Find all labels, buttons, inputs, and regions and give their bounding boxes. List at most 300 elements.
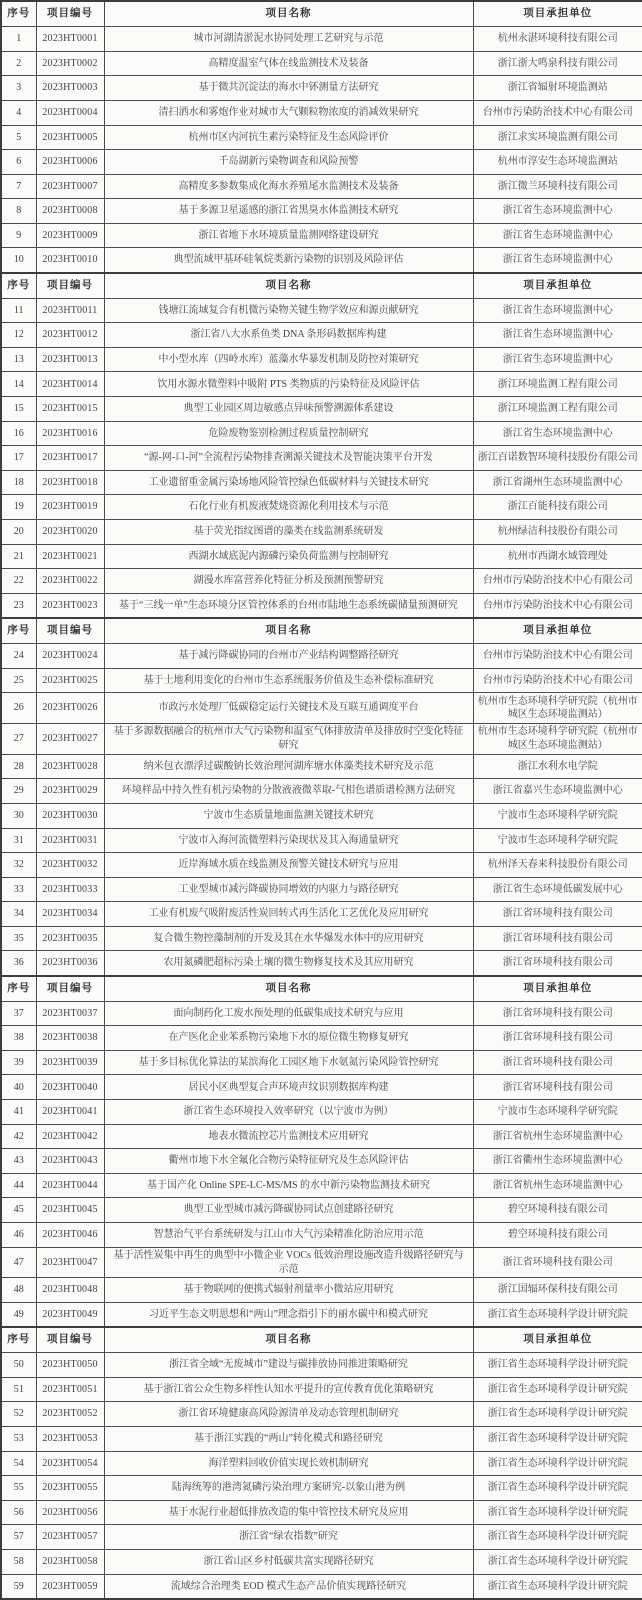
cell-code: 2023HT0013 xyxy=(36,347,104,372)
cell-code: 2023HT0027 xyxy=(36,723,104,754)
cell-no: 14 xyxy=(1,372,36,397)
table-row xyxy=(1,1574,642,1599)
cell-no: 42 xyxy=(1,1124,36,1149)
cell-name: 市政污水处理厂低碳稳定运行关键技术及互联互通调度平台 xyxy=(104,693,473,724)
cell-no: 17 xyxy=(1,446,36,471)
cell-org: 台州市污染防治技术中心有限公司 xyxy=(473,668,642,693)
cell-name: 浙江省地下水环境质量监测网络建设研究 xyxy=(104,223,473,248)
cell-no: 37 xyxy=(1,1001,36,1026)
cell-org: 浙江省生态环境监测中心 xyxy=(473,199,642,224)
cell-code: 2023HT0040 xyxy=(36,1075,104,1100)
cell-no: 57 xyxy=(1,1525,36,1550)
cell-code: 2023HT0002 xyxy=(36,51,104,76)
cell-name: 典型工业园区周边敏感点异味预警溯源体系建设 xyxy=(104,397,473,422)
table-row xyxy=(1,951,642,976)
cell-name: 浙江省全域“无废城市”建设与碳排放协同推进策略研究 xyxy=(104,1353,473,1378)
table-row xyxy=(1,397,642,422)
table-row xyxy=(1,1402,642,1427)
cell-name: 钱塘江流域复合有机微污染物关键生物学效应和源贡献研究 xyxy=(104,298,473,323)
cell-org: 浙江省环境科技有限公司 xyxy=(473,1075,642,1100)
cell-org: 台州市污染防治技术中心有限公司 xyxy=(473,644,642,669)
cell-org: 浙江省生态环境科学设计研究院 xyxy=(473,1302,642,1327)
table-row xyxy=(1,495,642,520)
cell-org: 浙江微兰环境科技有限公司 xyxy=(473,174,642,199)
cell-no: 56 xyxy=(1,1500,36,1525)
cell-no: 49 xyxy=(1,1302,36,1327)
table-row xyxy=(1,593,642,618)
cell-name: 居民小区典型复合声环境声纹识别数据库构建 xyxy=(104,1075,473,1100)
cell-name: 基于多源数据融合的杭州市大气污染物和温室气体排放清单及排放时空变化特征研究 xyxy=(104,723,473,754)
cell-code: 2023HT0049 xyxy=(36,1302,104,1327)
cell-org: 浙江省杭州生态环境监测中心 xyxy=(473,1173,642,1198)
cell-no: 15 xyxy=(1,397,36,422)
cell-org: 碧空环境科技有限公司 xyxy=(473,1223,642,1248)
cell-org: 浙江省环境科技有限公司 xyxy=(473,1050,642,1075)
cell-name: “源-网-口-河”全流程污染物排查溯源关键技术及智能决策平台开发 xyxy=(104,446,473,471)
cell-no: 36 xyxy=(1,951,36,976)
cell-no: 9 xyxy=(1,223,36,248)
cell-no: 3 xyxy=(1,76,36,101)
cell-org: 台州市污染防治技术中心有限公司 xyxy=(473,593,642,618)
cell-no: 58 xyxy=(1,1549,36,1574)
cell-name: 中小型水库（四岭水库）蓝藻水华暴发机制及防控对策研究 xyxy=(104,347,473,372)
cell-no: 44 xyxy=(1,1173,36,1198)
column-header-code: 项目编号 xyxy=(36,976,104,1002)
table-row xyxy=(1,323,642,348)
cell-name: 基于减污降碳协同的台州市产业结构调整路径研究 xyxy=(104,644,473,669)
cell-no: 50 xyxy=(1,1353,36,1378)
table-row xyxy=(1,668,642,693)
cell-code: 2023HT0047 xyxy=(36,1247,104,1278)
table-header-row xyxy=(1,273,642,299)
table-row xyxy=(1,723,642,754)
cell-code: 2023HT0022 xyxy=(36,569,104,594)
table-row xyxy=(1,1426,642,1451)
table-row xyxy=(1,1001,642,1026)
table-row xyxy=(1,1026,642,1051)
cell-org: 杭州市生态环境科学研究院（杭州市城区生态环境监测站） xyxy=(473,723,642,754)
cell-code: 2023HT0006 xyxy=(36,150,104,175)
cell-org: 杭州市生态环境科学研究院（杭州市城区生态环境监测站） xyxy=(473,693,642,724)
cell-no: 6 xyxy=(1,150,36,175)
cell-code: 2023HT0025 xyxy=(36,668,104,693)
cell-code: 2023HT0009 xyxy=(36,223,104,248)
cell-org: 浙江省环境科技有限公司 xyxy=(473,1001,642,1026)
cell-no: 21 xyxy=(1,544,36,569)
cell-org: 浙江省生态环境科学设计研究院 xyxy=(473,1451,642,1476)
cell-org: 宁波市生态环境科学研究院 xyxy=(473,803,642,828)
table-header-row xyxy=(1,618,642,644)
cell-no: 1 xyxy=(1,27,36,52)
table-row xyxy=(1,1500,642,1525)
cell-no: 40 xyxy=(1,1075,36,1100)
table-row xyxy=(1,544,642,569)
cell-code: 2023HT0038 xyxy=(36,1026,104,1051)
cell-org: 浙江省生态环境科学设计研究院 xyxy=(473,1377,642,1402)
table-row xyxy=(1,1223,642,1248)
cell-org: 杭州绿洁科技股份有限公司 xyxy=(473,520,642,545)
cell-code: 2023HT0005 xyxy=(36,125,104,150)
column-header-org: 项目承担单位 xyxy=(473,1,642,27)
cell-no: 53 xyxy=(1,1426,36,1451)
cell-name: 智慧治气平台系统研发与江山市大气污染精准化防治应用示范 xyxy=(104,1223,473,1248)
cell-name: 在产医化企业苯系物污染地下水的原位微生物修复研究 xyxy=(104,1026,473,1051)
cell-name: 宁波市生态质量地面监测关键技术研究 xyxy=(104,803,473,828)
column-header-name: 项目名称 xyxy=(104,273,473,299)
table-row xyxy=(1,902,642,927)
table-row xyxy=(1,125,642,150)
table-row xyxy=(1,779,642,804)
cell-org: 浙江省生态环境监测中心 xyxy=(473,347,642,372)
cell-no: 54 xyxy=(1,1451,36,1476)
cell-name: 基于物联网的便携式辐射剂量率小微站应用研究 xyxy=(104,1278,473,1303)
cell-no: 33 xyxy=(1,877,36,902)
cell-org: 浙江环境监测工程有限公司 xyxy=(473,397,642,422)
cell-code: 2023HT0003 xyxy=(36,76,104,101)
column-header-org: 项目承担单位 xyxy=(473,1327,642,1353)
table-row xyxy=(1,1525,642,1550)
cell-org: 浙江浙大鸣泉科技有限公司 xyxy=(473,51,642,76)
cell-no: 8 xyxy=(1,199,36,224)
cell-code: 2023HT0026 xyxy=(36,693,104,724)
cell-name: 饮用水源水微塑料中吸附 PTS 类物质的污染特征及风险评估 xyxy=(104,372,473,397)
table-row xyxy=(1,199,642,224)
table-row xyxy=(1,446,642,471)
cell-org: 碧空环境科技有限公司 xyxy=(473,1198,642,1223)
cell-no: 32 xyxy=(1,853,36,878)
cell-org: 浙江水利水电学院 xyxy=(473,754,642,779)
cell-name: 浙江省生态环境投入效率研究（以宁波市为例） xyxy=(104,1100,473,1125)
cell-code: 2023HT0054 xyxy=(36,1451,104,1476)
cell-org: 浙江省生态环境科学设计研究院 xyxy=(473,1525,642,1550)
cell-no: 11 xyxy=(1,298,36,323)
cell-name: 衢州市地下水全氟化合物污染特征研究及生态风险评估 xyxy=(104,1149,473,1174)
cell-no: 12 xyxy=(1,323,36,348)
table-row xyxy=(1,372,642,397)
table-row xyxy=(1,1302,642,1327)
cell-name: 工业有机废气吸附废活性炭回转式再生活化工艺优化及应用研究 xyxy=(104,902,473,927)
cell-org: 浙江省生态环境科学设计研究院 xyxy=(473,1353,642,1378)
table-row xyxy=(1,174,642,199)
cell-code: 2023HT0019 xyxy=(36,495,104,520)
cell-code: 2023HT0053 xyxy=(36,1426,104,1451)
cell-no: 52 xyxy=(1,1402,36,1427)
cell-code: 2023HT0039 xyxy=(36,1050,104,1075)
cell-name: 复合微生物控藻制剂的开发及其在水华爆发水体中的应用研究 xyxy=(104,926,473,951)
table-row xyxy=(1,1100,642,1125)
cell-name: 西湖水域底泥内源磷污染负荷监测与控制研究 xyxy=(104,544,473,569)
column-header-code: 项目编号 xyxy=(36,1,104,27)
cell-name: 杭州市区内河抗生素污染特征及生态风险评价 xyxy=(104,125,473,150)
cell-no: 13 xyxy=(1,347,36,372)
cell-name: 浙江省环境健康高风险源清单及动态管理机制研究 xyxy=(104,1402,473,1427)
cell-code: 2023HT0021 xyxy=(36,544,104,569)
cell-name: 流域综合治理类 EOD 模式生态产品价值实现路径研究 xyxy=(104,1574,473,1599)
table-row xyxy=(1,347,642,372)
cell-code: 2023HT0018 xyxy=(36,470,104,495)
cell-code: 2023HT0057 xyxy=(36,1525,104,1550)
cell-code: 2023HT0024 xyxy=(36,644,104,669)
cell-org: 浙江省环境科技有限公司 xyxy=(473,1026,642,1051)
cell-no: 7 xyxy=(1,174,36,199)
cell-name: 典型流域甲基环硅氧烷类新污染物的识别及风险评估 xyxy=(104,248,473,273)
cell-no: 20 xyxy=(1,520,36,545)
table-row xyxy=(1,1050,642,1075)
cell-name: 面向制药化工废水预处理的低碳集成技术研究与应用 xyxy=(104,1001,473,1026)
cell-code: 2023HT0046 xyxy=(36,1223,104,1248)
cell-no: 24 xyxy=(1,644,36,669)
cell-no: 23 xyxy=(1,593,36,618)
cell-code: 2023HT0043 xyxy=(36,1149,104,1174)
cell-name: 危险废物鉴别检测过程质量控制研究 xyxy=(104,421,473,446)
cell-name: 城市河湖清淤泥水协同处理工艺研究与示范 xyxy=(104,27,473,52)
cell-code: 2023HT0008 xyxy=(36,199,104,224)
column-header-name: 项目名称 xyxy=(104,1327,473,1353)
cell-org: 浙江省嘉兴生态环境监测中心 xyxy=(473,779,642,804)
cell-org: 台州市污染防治技术中心有限公司 xyxy=(473,100,642,125)
table-row xyxy=(1,1353,642,1378)
table-row xyxy=(1,569,642,594)
cell-code: 2023HT0004 xyxy=(36,100,104,125)
cell-no: 47 xyxy=(1,1247,36,1278)
cell-name: 湖漫水库富营养化特征分析及预测预警研究 xyxy=(104,569,473,594)
cell-name: 基于浙江省公众生物多样性认知水平提升的宣传教育优化策略研究 xyxy=(104,1377,473,1402)
column-header-org: 项目承担单位 xyxy=(473,618,642,644)
table-row xyxy=(1,877,642,902)
table-row xyxy=(1,76,642,101)
cell-name: 陆海统筹的港湾氮磷污染治理方案研究-以象山港为例 xyxy=(104,1476,473,1501)
cell-name: 典型工业型城市减污降碳协同试点创建路径研究 xyxy=(104,1198,473,1223)
cell-code: 2023HT0007 xyxy=(36,174,104,199)
cell-org: 浙江百能科技有限公司 xyxy=(473,495,642,520)
table-row xyxy=(1,644,642,669)
cell-no: 26 xyxy=(1,693,36,724)
cell-code: 2023HT0020 xyxy=(36,520,104,545)
cell-name: 石化行业有机废液焚烧资源化利用技术与示范 xyxy=(104,495,473,520)
table-row xyxy=(1,803,642,828)
cell-name: 浙江省“绿农指数”研究 xyxy=(104,1525,473,1550)
table-row xyxy=(1,1075,642,1100)
table-row xyxy=(1,100,642,125)
cell-no: 45 xyxy=(1,1198,36,1223)
cell-code: 2023HT0016 xyxy=(36,421,104,446)
cell-code: 2023HT0014 xyxy=(36,372,104,397)
column-header-org: 项目承担单位 xyxy=(473,976,642,1002)
table-row xyxy=(1,926,642,951)
cell-code: 2023HT0037 xyxy=(36,1001,104,1026)
cell-org: 浙江省衢州生态环境监测中心 xyxy=(473,1149,642,1174)
column-header-code: 项目编号 xyxy=(36,618,104,644)
column-header-code: 项目编号 xyxy=(36,1327,104,1353)
cell-code: 2023HT0029 xyxy=(36,779,104,804)
table-row xyxy=(1,1377,642,1402)
cell-no: 46 xyxy=(1,1223,36,1248)
cell-org: 浙江省生态环境科学设计研究院 xyxy=(473,1476,642,1501)
cell-no: 22 xyxy=(1,569,36,594)
table-row xyxy=(1,51,642,76)
cell-no: 38 xyxy=(1,1026,36,1051)
table-row xyxy=(1,693,642,724)
cell-no: 27 xyxy=(1,723,36,754)
cell-org: 浙江省生态环境监测中心 xyxy=(473,248,642,273)
cell-name: 基于国产化 Online SPE-LC-MS/MS 的水中新污染物监测技术研究 xyxy=(104,1173,473,1198)
cell-no: 5 xyxy=(1,125,36,150)
cell-name: 农用氮磷肥超标污染土壤的微生物修复技术及其应用研究 xyxy=(104,951,473,976)
cell-code: 2023HT0012 xyxy=(36,323,104,348)
cell-org: 浙江省生态环境科学设计研究院 xyxy=(473,1500,642,1525)
cell-org: 杭州泽天春来科技股份有限公司 xyxy=(473,853,642,878)
cell-org: 浙江求实环境监测有限公司 xyxy=(473,125,642,150)
table-row xyxy=(1,421,642,446)
cell-org: 浙江省生态环境科学设计研究院 xyxy=(473,1402,642,1427)
cell-no: 28 xyxy=(1,754,36,779)
cell-name: 基于荧光指纹图谱的藻类在线监测系统研发 xyxy=(104,520,473,545)
cell-no: 2 xyxy=(1,51,36,76)
cell-code: 2023HT0032 xyxy=(36,853,104,878)
column-header-name: 项目名称 xyxy=(104,1,473,27)
cell-name: 近岸海域水质在线监测及预警关键技术研究与应用 xyxy=(104,853,473,878)
cell-org: 浙江省生态环境监测中心 xyxy=(473,298,642,323)
cell-name: 习近平生态文明思想和“两山”理念指引下的丽水碳中和模式研究 xyxy=(104,1302,473,1327)
table-row xyxy=(1,248,642,273)
cell-code: 2023HT0017 xyxy=(36,446,104,471)
cell-no: 39 xyxy=(1,1050,36,1075)
table-row xyxy=(1,754,642,779)
cell-no: 25 xyxy=(1,668,36,693)
cell-org: 杭州市西湖水域管理处 xyxy=(473,544,642,569)
cell-name: 基于浙江实践的“两山”转化模式和路径研究 xyxy=(104,1426,473,1451)
table-row xyxy=(1,1124,642,1149)
cell-code: 2023HT0045 xyxy=(36,1198,104,1223)
cell-org: 浙江省环境科技有限公司 xyxy=(473,902,642,927)
cell-no: 18 xyxy=(1,470,36,495)
cell-no: 35 xyxy=(1,926,36,951)
cell-name: 宁波市入海河流微塑料污染现状及其入海通量研究 xyxy=(104,828,473,853)
cell-name: 纳米包衣漂浮过碳酸钠长效治理河湖库塘水体藻类技术研究及示范 xyxy=(104,754,473,779)
cell-org: 浙江省生态环境监测中心 xyxy=(473,323,642,348)
cell-org: 浙江省生态环境低碳发展中心 xyxy=(473,877,642,902)
column-header-name: 项目名称 xyxy=(104,976,473,1002)
cell-org: 浙江省辐射环境监测站 xyxy=(473,76,642,101)
cell-code: 2023HT0059 xyxy=(36,1574,104,1599)
cell-no: 41 xyxy=(1,1100,36,1125)
cell-code: 2023HT0044 xyxy=(36,1173,104,1198)
column-header-name: 项目名称 xyxy=(104,618,473,644)
cell-org: 浙江省生态环境监测中心 xyxy=(473,421,642,446)
cell-org: 台州市污染防治技术中心有限公司 xyxy=(473,569,642,594)
cell-org: 杭州市淳安生态环境监测站 xyxy=(473,150,642,175)
column-header-no: 序号 xyxy=(1,618,36,644)
cell-name: 基于土地利用变化的台州市生态系统服务价值及生态补偿标准研究 xyxy=(104,668,473,693)
cell-no: 30 xyxy=(1,803,36,828)
cell-code: 2023HT0033 xyxy=(36,877,104,902)
table-row xyxy=(1,520,642,545)
table-row xyxy=(1,1549,642,1574)
cell-name: 千岛湖新污染物调查和风险预警 xyxy=(104,150,473,175)
cell-org: 浙江百诺数智环境科技股份有限公司 xyxy=(473,446,642,471)
cell-org: 浙江省杭州生态环境监测中心 xyxy=(473,1124,642,1149)
cell-name: 工业遗留重金属污染场地风险管控绿色低碳材料与关键技术研究 xyxy=(104,470,473,495)
cell-no: 31 xyxy=(1,828,36,853)
table-row xyxy=(1,1149,642,1174)
cell-name: 基于微共沉淀法的海水中钚测量方法研究 xyxy=(104,76,473,101)
cell-code: 2023HT0041 xyxy=(36,1100,104,1125)
cell-code: 2023HT0051 xyxy=(36,1377,104,1402)
cell-name: 高精度多参数集成化海水养殖尾水监测技术及装备 xyxy=(104,174,473,199)
cell-org: 浙江省环境科技有限公司 xyxy=(473,1247,642,1278)
cell-code: 2023HT0058 xyxy=(36,1549,104,1574)
table-row xyxy=(1,470,642,495)
cell-name: 浙江省八大水系鱼类 DNA 条形码数据库构建 xyxy=(104,323,473,348)
cell-code: 2023HT0001 xyxy=(36,27,104,52)
cell-org: 浙江省生态环境监测中心 xyxy=(473,223,642,248)
column-header-no: 序号 xyxy=(1,1327,36,1353)
cell-code: 2023HT0035 xyxy=(36,926,104,951)
cell-no: 51 xyxy=(1,1377,36,1402)
table-row xyxy=(1,828,642,853)
cell-no: 29 xyxy=(1,779,36,804)
cell-code: 2023HT0036 xyxy=(36,951,104,976)
cell-org: 宁波市生态环境科学研究院 xyxy=(473,1100,642,1125)
cell-no: 19 xyxy=(1,495,36,520)
cell-org: 宁波市生态环境科学研究院 xyxy=(473,828,642,853)
cell-org: 浙江省生态环境科学设计研究院 xyxy=(473,1574,642,1599)
cell-code: 2023HT0048 xyxy=(36,1278,104,1303)
table-header-row xyxy=(1,1327,642,1353)
table-row xyxy=(1,853,642,878)
table-row xyxy=(1,1173,642,1198)
column-header-no: 序号 xyxy=(1,1,36,27)
cell-code: 2023HT0010 xyxy=(36,248,104,273)
cell-code: 2023HT0055 xyxy=(36,1476,104,1501)
table-header-row xyxy=(1,976,642,1002)
cell-name: 工业型城市减污降碳协同增效的内驱力与路径研究 xyxy=(104,877,473,902)
cell-code: 2023HT0034 xyxy=(36,902,104,927)
cell-org: 浙江省环境科技有限公司 xyxy=(473,951,642,976)
table-row xyxy=(1,1247,642,1278)
cell-no: 34 xyxy=(1,902,36,927)
cell-org: 浙江省环境科技有限公司 xyxy=(473,926,642,951)
cell-org: 杭州永湛环境科技有限公司 xyxy=(473,27,642,52)
cell-no: 43 xyxy=(1,1149,36,1174)
table-header-row xyxy=(1,1,642,27)
cell-no: 16 xyxy=(1,421,36,446)
cell-no: 55 xyxy=(1,1476,36,1501)
cell-code: 2023HT0042 xyxy=(36,1124,104,1149)
cell-name: 高精度温室气体在线监测技术及装备 xyxy=(104,51,473,76)
cell-no: 59 xyxy=(1,1574,36,1599)
cell-org: 浙江环境监测工程有限公司 xyxy=(473,372,642,397)
cell-org: 浙江国辐环保科技有限公司 xyxy=(473,1278,642,1303)
cell-code: 2023HT0023 xyxy=(36,593,104,618)
table-row xyxy=(1,1278,642,1303)
cell-name: 清扫洒水和雾炮作业对城市大气颗粒物浓度的消减效果研究 xyxy=(104,100,473,125)
cell-org: 浙江省湖州生态环境监测中心 xyxy=(473,470,642,495)
cell-name: 环境样品中持久性有机污染物的分散液液微萃取-气相色谱质谱检测方法研究 xyxy=(104,779,473,804)
cell-code: 2023HT0028 xyxy=(36,754,104,779)
table-row xyxy=(1,1476,642,1501)
cell-no: 10 xyxy=(1,248,36,273)
cell-name: 浙江省山区乡村低碳共富实现路径研究 xyxy=(104,1549,473,1574)
cell-name: 基于水泥行业超低排放改造的集中管控技术研究及应用 xyxy=(104,1500,473,1525)
cell-org: 浙江省生态环境科学设计研究院 xyxy=(473,1549,642,1574)
column-header-code: 项目编号 xyxy=(36,273,104,299)
cell-name: 地表水微流控芯片监测技术应用研究 xyxy=(104,1124,473,1149)
cell-name: 基于“三线一单”生态环境分区管控体系的台州市陆地生态系统碳储量预测研究 xyxy=(104,593,473,618)
column-header-no: 序号 xyxy=(1,976,36,1002)
column-header-no: 序号 xyxy=(1,273,36,299)
cell-code: 2023HT0030 xyxy=(36,803,104,828)
